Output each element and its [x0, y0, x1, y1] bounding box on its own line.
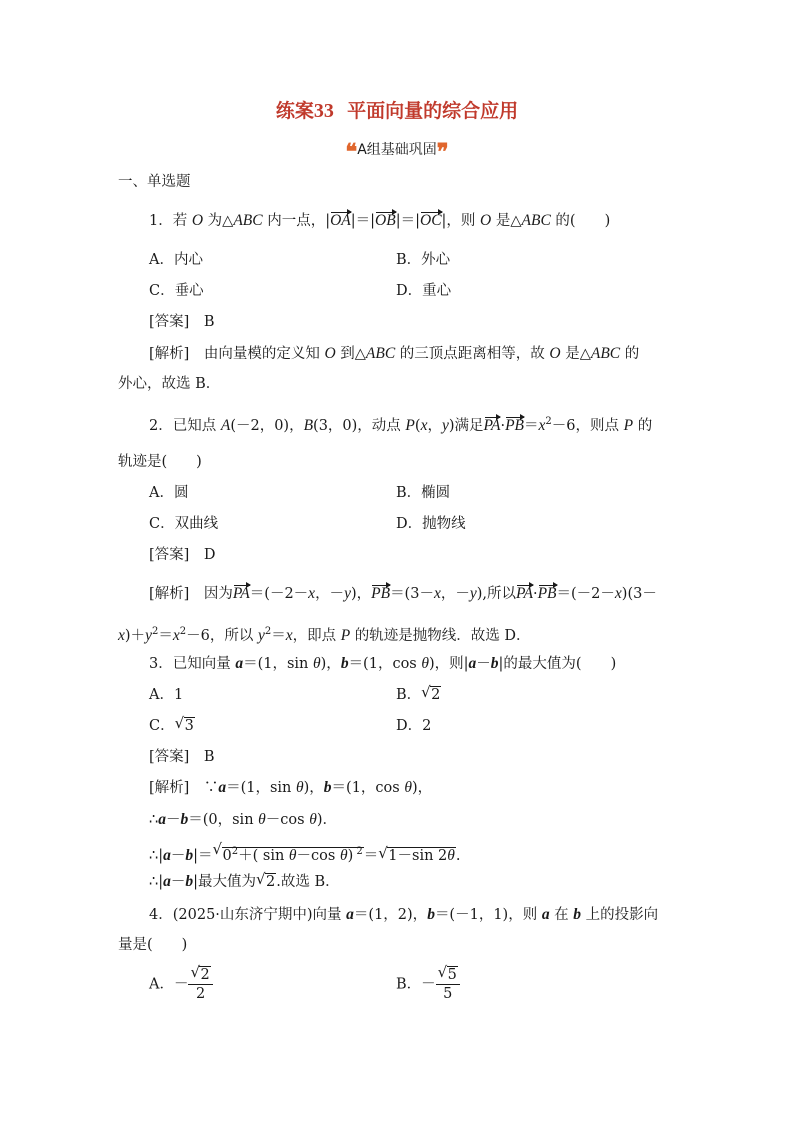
q1-stem: 1．若 O 为△ABC 内一点，|OA|＝|OB|＝|OC|，则 O 是△ABC 的( )	[149, 212, 611, 229]
q3-option-c: C． √ 3	[149, 714, 194, 734]
group-heading	[0, 139, 794, 165]
q4-option-a: A．－ √ 2 2	[149, 966, 213, 1003]
q4-stem-line1: 4．(2025·山东济宁期中)向量 a＝(1，2)，b＝(－1，1)，则 a 在 b 上的投影向	[149, 906, 659, 923]
q2-analysis-line1: [解析] 因为PA＝(－2－x，－y)，PB＝(3－x，－y),所以PA·PB＝(－2－x)(3－	[149, 585, 657, 602]
q3-option-a: A．1	[149, 687, 184, 703]
group-label: A组基础巩固	[357, 142, 437, 158]
q1-option-c: C．垂心	[149, 283, 204, 299]
q3-option-d: D．2	[396, 718, 432, 734]
q1-analysis-line1: [解析] 由向量模的定义知 O 到△ABC 的三顶点距离相等，故 O 是△ABC 的	[149, 345, 640, 362]
q3-analysis-line4: ∴|a－b|最大值为 √ 2.故选 B．	[149, 870, 340, 890]
q4-stem-line2: 量是( )	[118, 937, 188, 953]
q1-option-b: B．外心	[396, 252, 451, 268]
q2-analysis-line2: $x)+y^2=x^2-6$，所以 $y^2=x$，即点 P 的轨迹是抛物线．故选 D．	[118, 626, 531, 644]
q1-answer: [答案] B	[149, 314, 215, 330]
q3-analysis-line1: [解析] ∵a＝(1，sin θ)，b＝(1，cos θ)，	[149, 779, 433, 796]
section-heading: 一、单选题	[118, 174, 191, 190]
q2-option-d: D．抛物线	[396, 516, 466, 532]
q1-analysis-line2: 外心，故选 B．	[118, 376, 221, 392]
q1-option-d: D．重心	[396, 283, 452, 299]
q2-option-c: C．双曲线	[149, 516, 219, 532]
q3-stem: 3．已知向量 a＝(1，sin θ)，b＝(1，cos θ)，则|a－b|的最大值为( )	[149, 655, 617, 672]
page-title: 练案33 平面向量的综合应用	[275, 100, 519, 122]
q2-option-a: A．圆	[149, 485, 189, 501]
q1-option-a: A．内心	[149, 252, 203, 268]
q3-analysis-line3: ∴|a－b|＝ √ $0^2+$( sin θ－cos θ) $^2$＝ √ 1－sin 2θ.	[149, 840, 461, 864]
q4-option-b: B．－ √ 5 5	[396, 966, 460, 1003]
q3-option-b: B． √ 2	[396, 683, 441, 703]
q3-analysis-line2: ∴a－b＝(0，sin θ－cos θ)．	[149, 811, 337, 828]
close-quote-icon: ❞	[436, 139, 449, 165]
open-quote-icon: ❝	[345, 139, 358, 165]
q2-option-b: B．椭圆	[396, 485, 451, 501]
q2-stem-line1: 2．已知点 A(－2，0)，B(3，0)，动点 P(x，y)满足$PA\cdot PB=x^2-6$，则点 P 的	[149, 416, 653, 434]
q3-answer: [答案] B	[149, 749, 215, 765]
q2-stem-line2: 轨迹是( )	[118, 454, 202, 470]
q2-answer: [答案] D	[149, 547, 216, 563]
